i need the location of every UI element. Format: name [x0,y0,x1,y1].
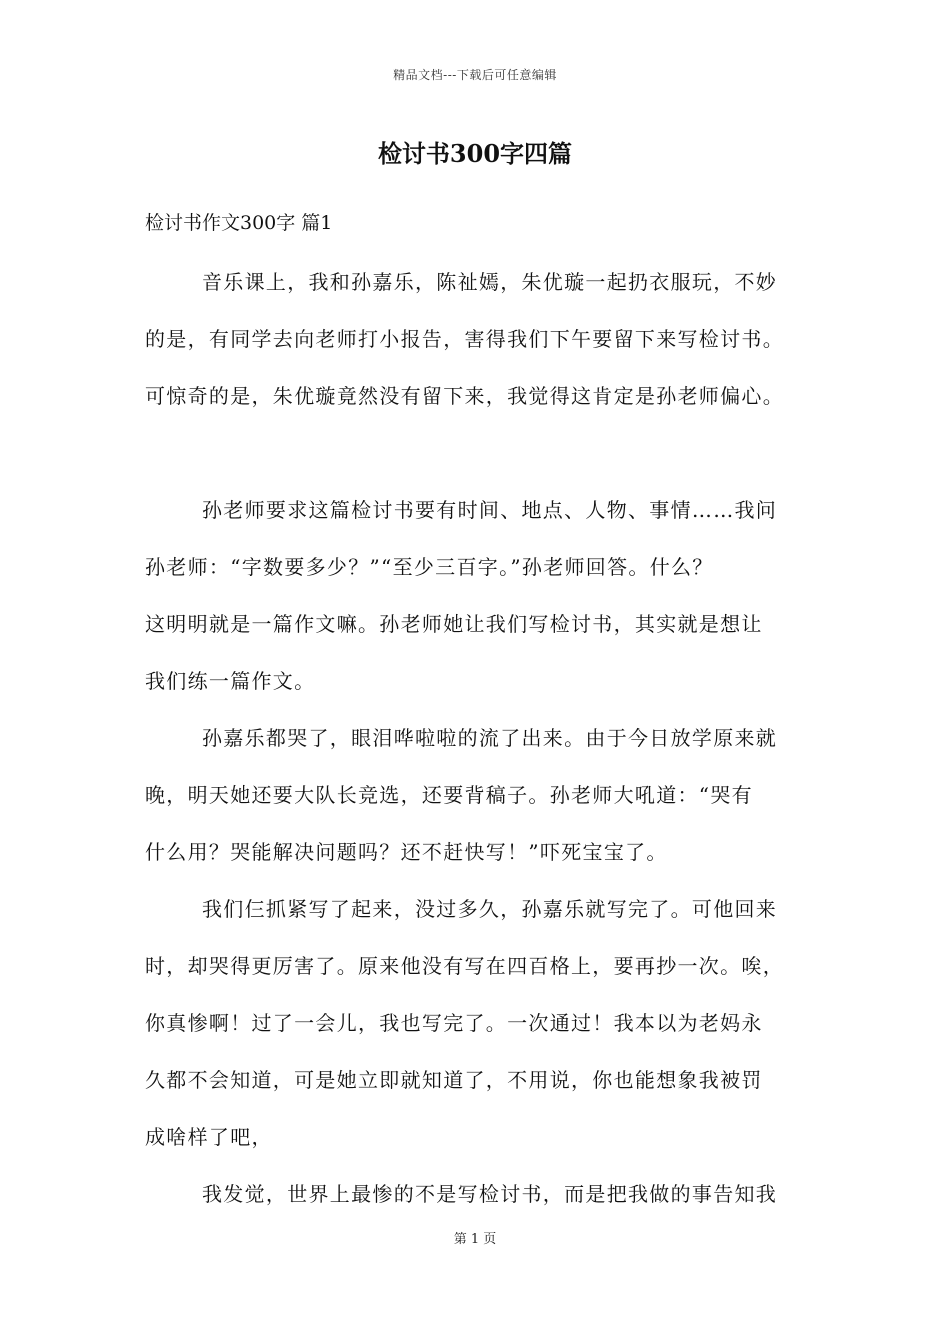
paragraph-3-line-3: 什么用？哭能解决问题吗？还不赶快写！”吓死宝宝了。 [145,840,668,864]
paragraph-4-line-4: 久都不会知道，可是她立即就知道了，不用说，你也能想象我被罚 [145,1068,763,1092]
paragraph-5-line-1: 我发觉，世界上最惨的不是写检讨书，而是把我做的事告知我 [202,1182,778,1206]
paragraph-2-line-2: 孙老师：“字数要多少？”“至少三百字。”孙老师回答。什么？ [145,555,714,579]
paragraph-4-line-3: 你真惨啊！过了一会儿，我也写完了。一次通过！我本以为老妈永 [145,1011,763,1035]
paragraph-2-line-3: 这明明就是一篇作文嘛。孙老师她让我们写检讨书，其实就是想让 [145,612,763,636]
page-number: 第 1 页 [453,1232,497,1247]
paragraph-3-line-2: 晚，明天她还要大队长竞选，还要背稿子。孙老师大吼道：“哭有 [145,783,753,807]
paragraph-1-line-3: 可惊奇的是，朱优璇竟然没有留下来，我觉得这肯定是孙老师偏心。 [145,384,784,408]
paragraph-1-line-1: 音乐课上，我和孙嘉乐，陈祉嫣，朱优璇一起扔衣服玩，不妙 [202,270,778,294]
paragraph-4-line-5: 成啥样了吧， [145,1125,273,1149]
paragraph-1-line-2: 的是，有同学去向老师打小报告，害得我们下午要留下来写检讨书。 [145,327,784,351]
page-title: 检讨书300字四篇 [377,139,573,168]
paragraph-2-line-4: 我们练一篇作文。 [145,669,316,693]
paragraph-4-line-1: 我们仨抓紧写了起来，没过多久，孙嘉乐就写完了。可他回来 [202,897,778,921]
section-heading: 检讨书作文300字 篇1 [145,212,333,234]
paragraph-4-line-2: 时，却哭得更厉害了。原来他没有写在四百格上，要再抄一次。唉， [145,954,784,978]
header-note: 精品文档---下载后可任意编辑 [393,68,557,82]
paragraph-2-line-1: 孙老师要求这篇检讨书要有时间、地点、人物、事情……我问 [202,498,778,522]
paragraph-3-line-1: 孙嘉乐都哭了，眼泪哗啦啦的流了出来。由于今日放学原来就 [202,726,778,750]
